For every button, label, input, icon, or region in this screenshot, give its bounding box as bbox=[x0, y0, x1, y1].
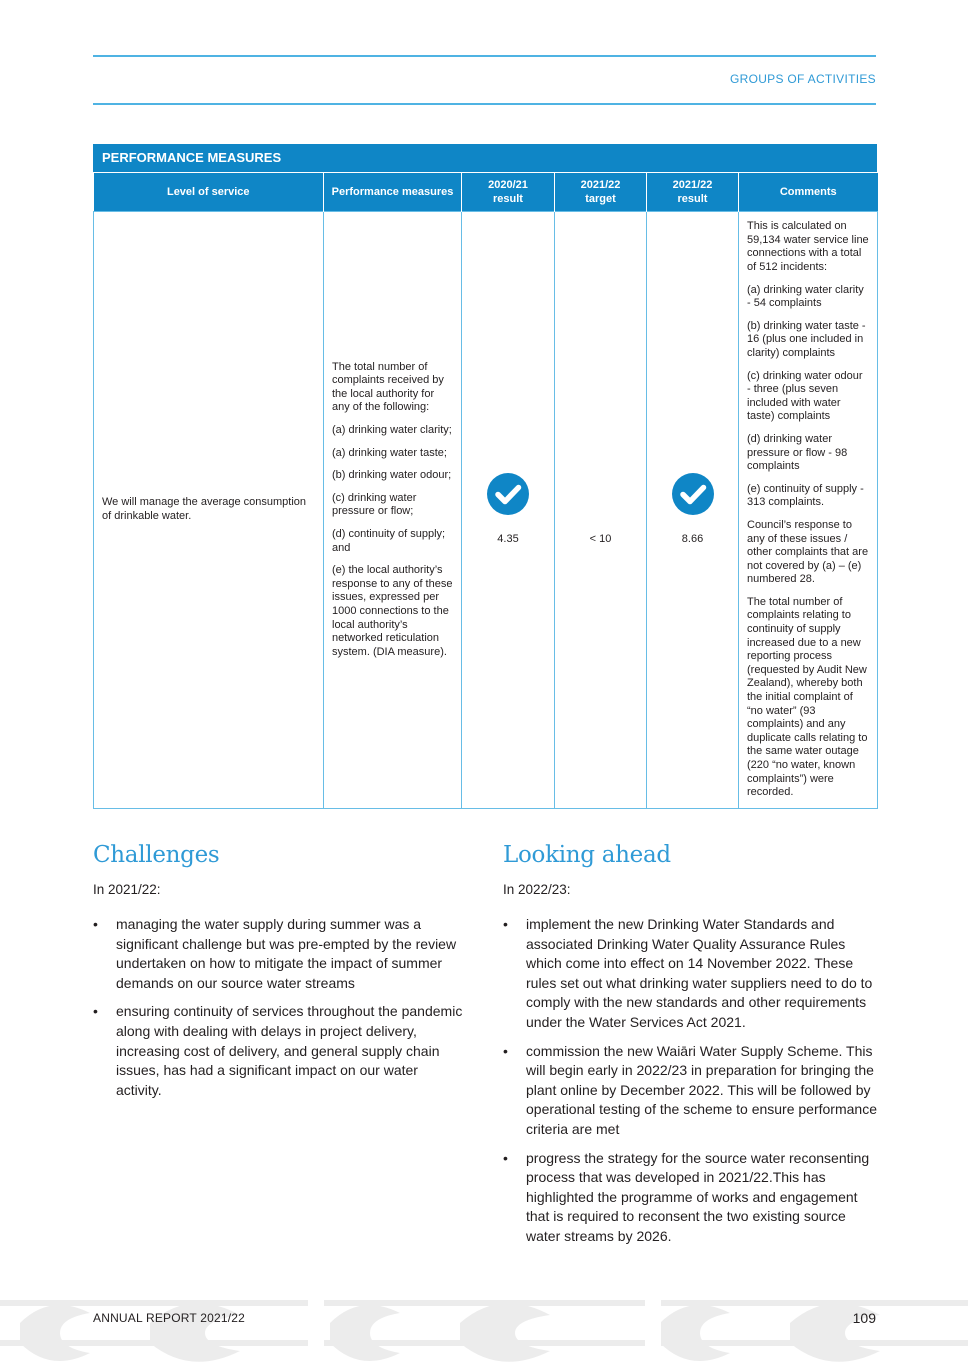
achieved-check-icon bbox=[672, 473, 714, 515]
looking-ahead-list bbox=[503, 915, 879, 1247]
measure-text: (d) continuity of supply; and bbox=[332, 528, 446, 554]
challenges-heading: Challenges bbox=[93, 842, 220, 868]
cell-comments bbox=[739, 212, 878, 809]
table-row bbox=[94, 212, 878, 809]
measure-text: (c) drinking water pressure or flow; bbox=[332, 491, 417, 518]
col-comments: Comments bbox=[739, 173, 878, 212]
top-rule bbox=[93, 55, 876, 57]
comment-text: The total number of complaints relating to continuity of supply increased due to a new reporting process (requested by Audit New Zealand), whereby both the initial complaint of “no water” (93 complaints) and any duplicate calls relating to the same water outage (220 “no water, known complaints”) were recorded. bbox=[747, 595, 868, 799]
measure-text: (b) drinking water odour; bbox=[332, 469, 452, 482]
table-header-row bbox=[94, 173, 878, 212]
challenges-section bbox=[93, 842, 463, 1109]
comment-text: (e) continuity of supply - 313 complaints. bbox=[747, 482, 864, 509]
comment-text: (b) drinking water taste - 16 (plus one included in clarity) complaints bbox=[747, 319, 866, 359]
section-label: GROUPS OF ACTIVITIES bbox=[729, 72, 876, 86]
col-2020-21-result: 2020/21 result bbox=[462, 173, 555, 212]
looking-ahead-section bbox=[503, 842, 879, 1256]
col-performance-measures: Performance measures bbox=[324, 173, 462, 212]
comment-text: (a) drinking water clarity - 54 complaints bbox=[747, 283, 864, 310]
measure-text: (e) the local authority’s response to any of these issues, expressed per 1000 connections to the local authority’s networked reticulation system. (DIA measure). bbox=[332, 564, 453, 658]
col-level-of-service: Level of service bbox=[94, 173, 324, 212]
comment-text: (c) drinking water odour - three (plus seven included with water taste) complaints bbox=[747, 369, 863, 423]
challenges-list bbox=[93, 915, 463, 1100]
table-title: PERFORMANCE MEASURES bbox=[93, 144, 877, 173]
list-item: • implement the new Drinking Water Standards and associated Drinking Water Quality Assurance Rules which come into effect on 14 November 2022. These rules set out what drinking water suppliers need to do to comply with the new standards and other requirements under the Water Services Act 2021. bbox=[503, 915, 879, 1033]
list-item: • ensuring continuity of services throughout the pandemic along with dealing with delays in project delivery, increasing cost of delivery, and general supply chain issues, has had a significant impact on our water activity. bbox=[93, 1002, 463, 1100]
measure-text: (a) drinking water clarity; bbox=[332, 424, 452, 437]
list-item: • managing the water supply during summer was a significant challenge but was pre-empted by the review undertaken on how to mitigate the impact of summer demands on our source water streams bbox=[93, 915, 463, 993]
cell-2021-22-result bbox=[647, 212, 739, 809]
col-2021-22-result: 2021/22 result bbox=[647, 173, 739, 212]
achieved-check-icon bbox=[487, 473, 529, 515]
comment-text: This is calculated on 59,134 water service line connections with a total of 512 incidents: bbox=[747, 220, 869, 273]
list-item: • progress the strategy for the source water reconsenting process that was developed in 2021/22.This has highlighted the programme of works and engagement that is required to reconsent the two existing source water streams by 2026. bbox=[503, 1149, 879, 1247]
target-2021-22-value: < 10 bbox=[589, 533, 612, 546]
col-2021-22-target: 2021/22 target bbox=[555, 173, 647, 212]
looking-ahead-heading: Looking ahead bbox=[503, 842, 671, 868]
list-item: • commission the new Waiāri Water Supply Scheme. This will begin early in 2022/23 in preparation for bringing the plant online by December 2022. This will be followed by operational testing of the scheme to ensure performance criteria are met bbox=[503, 1042, 879, 1140]
comment-text: (d) drinking water pressure or flow - 98 complaints bbox=[747, 432, 848, 473]
looking-ahead-intro: In 2022/23: bbox=[503, 882, 571, 897]
challenges-intro: In 2021/22: bbox=[93, 882, 161, 897]
page-number: 109 bbox=[852, 1310, 876, 1326]
cell-performance-measures bbox=[324, 212, 462, 809]
header-rule bbox=[93, 103, 876, 105]
measure-text: The total number of complaints received by the local authority for any of the following: bbox=[332, 360, 444, 414]
cell-level-of-service: We will manage the average consumption of drinkable water. bbox=[94, 212, 324, 809]
cell-2020-21-result bbox=[462, 212, 555, 809]
measure-text: (a) drinking water taste; bbox=[332, 446, 447, 459]
result-2020-21-value: 4.35 bbox=[497, 533, 519, 546]
comment-text: Council’s response to any of these issues / other complaints that are not covered by (a) – (e) numbered 28. bbox=[747, 518, 869, 586]
footer-report-title: ANNUAL REPORT 2021/22 bbox=[93, 1311, 246, 1325]
performance-table bbox=[93, 144, 877, 809]
cell-2021-22-target bbox=[555, 212, 647, 809]
result-2021-22-value: 8.66 bbox=[681, 533, 704, 546]
